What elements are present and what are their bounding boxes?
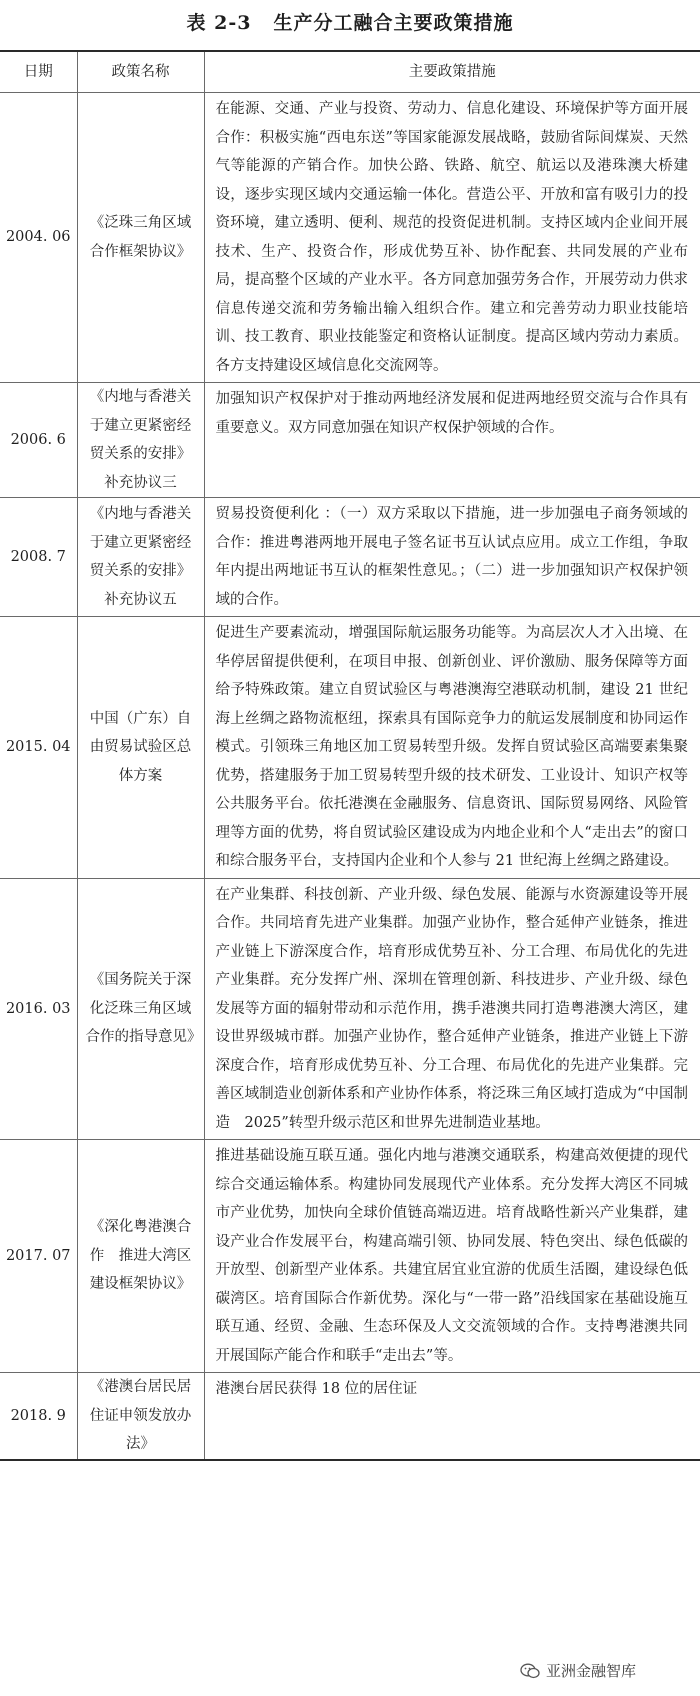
header-policy-name: 政策名称 [77,51,204,93]
wechat-icon [520,1663,540,1679]
table-row [0,498,700,617]
row-measures: 港澳台居民获得 18 位的居住证 [204,1373,700,1460]
row-date: 2016. 03 [0,878,77,1140]
row-date: 2017. 07 [0,1140,77,1373]
header-row [0,51,700,93]
policy-table [0,50,700,1461]
table-row [0,1140,700,1373]
row-date: 2015. 04 [0,617,77,879]
watermark [520,1660,636,1681]
row-policy-name: 《内地与香港关于建立更紧密经贸关系的安排》补充协议三 [77,383,204,498]
table-row [0,93,700,383]
table-row [0,617,700,879]
header-date: 日期 [0,51,77,93]
table-row [0,878,700,1140]
row-date: 2006. 6 [0,383,77,498]
row-date: 2004. 06 [0,93,77,383]
table-caption [0,8,700,35]
row-policy-name: 《港澳台居民居住证申领发放办法》 [77,1373,204,1460]
row-measures: 在能源、交通、产业与投资、劳动力、信息化建设、环境保护等方面开展合作：积极实施“西电东送”等国家能源发展战略，鼓励省际间煤炭、天然气等能源的产销合作。加快公路、铁路、航空、航运以及港珠澳大桥建设，逐步实现区域内交通运输一体化。营造公平、开放和富有吸引力的投资环境，建立透明、便利、规范的投资促进机制。支持区域内企业间开展技术、生产、投资合作，形成优势互补、协作配套、共同发展的产业布局，提高整个区域的产业水平。各方同意加强劳务合作，开展劳动力供求信息传递交流和劳务输出输入组织合作。建立和完善劳动力职业技能培训、技工教育、职业技能鉴定和资格认证制度。提高区域内劳动力素质。各方支持建设区域信息化交流网等。 [204,93,700,383]
row-policy-name: 《深化粤港澳合作 推进大湾区建设框架协议》 [77,1140,204,1373]
row-date: 2008. 7 [0,498,77,617]
row-policy-name: 中国（广东）自由贸易试验区总体方案 [77,617,204,879]
table-number: 表 2-3 [186,12,252,34]
row-measures: 在产业集群、科技创新、产业升级、绿色发展、能源与水资源建设等开展合作。共同培育先进产业集群。加强产业协作，整合延伸产业链条，推进产业链上下游深度合作，培育形成优势互补、分工合理、布局优化的先进产业集群。充分发挥广州、深圳在管理创新、科技进步、产业升级、绿色发展等方面的辐射带动和示范作用，携手港澳共同打造粤港澳大湾区，建设世界级城市群。加强产业协作，整合延伸产业链条，推进产业链上下游深度合作，培育形成优势互补、分工合理、布局优化的先进产业集群。完善区域制造业创新体系和产业协作体系，将泛珠三角区域打造成为“中国制造 2025”转型升级示范区和世界先进制造业基地。 [204,878,700,1140]
row-measures: 加强知识产权保护对于推动两地经济发展和促进两地经贸交流与合作具有重要意义。双方同意加强在知识产权保护领域的合作。 [204,383,700,498]
watermark-text: 亚洲金融智库 [546,1662,637,1680]
row-measures: 贸易投资便利化 ：（一）双方采取以下措施，进一步加强电子商务领域的合作：推进粤港两地开展电子签名证书互认试点应用。成立工作组，争取年内提出两地证书互认的框架性意见。；（二）进一步加强知识产权保护领域的合作。 [204,498,700,617]
row-measures: 推进基础设施互联互通。强化内地与港澳交通联系，构建高效便捷的现代综合交通运输体系。构建协同发展现代产业体系。充分发挥大湾区不同城市产业优势，加快向全球价值链高端迈进。培育战略性新兴产业集群，建设产业合作发展平台，构建高端引领、协同发展、特色突出、绿色低碳的开放型、创新型产业体系。共建宜居宜业宜游的优质生活圈，建设绿色低碳湾区。培育国际合作新优势。深化与“一带一路”沿线国家在基础设施互联互通、经贸、金融、生态环保及人文交流领域的合作。支持粤港澳共同开展国际产能合作和联手“走出去”等。 [204,1140,700,1373]
table-title: 生产分工融合主要政策措施 [273,12,514,34]
row-measures: 促进生产要素流动，增强国际航运服务功能等。为高层次人才入出境、在华停居留提供便利，在项目申报、创新创业、评价激励、服务保障等方面给予特殊政策。建立自贸试验区与粤港澳海空港联动机制，建设 21 世纪海上丝绸之路物流枢纽，探索具有国际竞争力的航运发展制度和协同运作模式。引领珠三角地区加工贸易转型升级。发挥自贸试验区高端要素集聚优势，搭建服务于加工贸易转型升级的技术研发、工业设计、知识产权等公共服务平台。依托港澳在金融服务、信息资讯、国际贸易网络、风险管理等方面的优势，将自贸试验区建设成为内地企业和个人“走出去”的窗口和综合服务平台，支持国内企业和个人参与 21 世纪海上丝绸之路建设。 [204,617,700,879]
header-measures: 主要政策措施 [204,51,700,93]
row-policy-name: 《内地与香港关于建立更紧密经贸关系的安排》补充协议五 [77,498,204,617]
row-policy-name: 《国务院关于深化泛珠三角区域合作的指导意见》 [77,878,204,1140]
row-date: 2018. 9 [0,1373,77,1460]
row-policy-name: 《泛珠三角区域合作框架协议》 [77,93,204,383]
table-row [0,1373,700,1460]
table-row [0,383,700,498]
